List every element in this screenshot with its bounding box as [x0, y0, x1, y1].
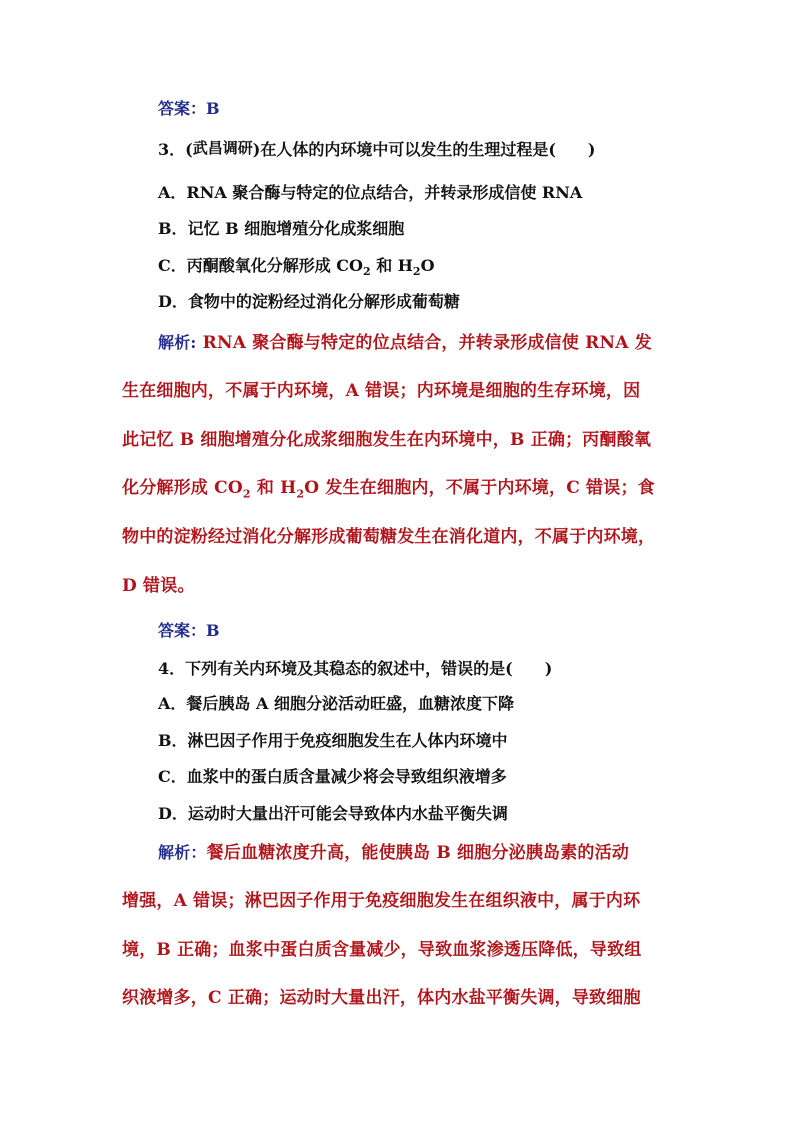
- explanation-line: D 错误。: [122, 576, 195, 596]
- option-a: A．RNA 聚合酶与特定的位点结合，并转录形成信使 RNA: [158, 183, 583, 202]
- option-c: [158, 256, 435, 282]
- answer-line: [158, 99, 220, 119]
- explanation-text: 和 H: [250, 478, 297, 498]
- option-b: B．淋巴因子作用于免疫细胞发生在人体内环境中: [158, 731, 508, 750]
- question-source: 武昌调研: [192, 139, 253, 157]
- option-c-text: C．丙酮酸氧化分解形成 CO: [158, 256, 363, 275]
- option-c: C．血浆中的蛋白质含量减少将会导致组织液增多: [158, 767, 507, 786]
- answer-value: B: [206, 621, 220, 640]
- explanation-line: [158, 333, 652, 353]
- subscript: 2: [362, 265, 371, 279]
- explanation-line: 此记忆 B 细胞增殖分化成浆细胞发生在内环境中，B 正确；丙酮酸氧: [122, 430, 652, 450]
- option-c-text: O: [420, 256, 435, 275]
- question-number: 3．: [158, 140, 186, 159]
- explanation-label: 解析：: [158, 843, 207, 862]
- explanation-text: 餐后血糖浓度升高，能使胰岛 B 细胞分泌胰岛素的活动: [206, 843, 630, 863]
- explanation-line: [122, 478, 655, 504]
- explanation-line: 增强，A 错误；淋巴因子作用于免疫细胞发生在组织液中，属于内环: [122, 891, 641, 911]
- subscript: 2: [296, 487, 305, 501]
- explanation-line: 境，B 正确；血浆中蛋白质含量减少，导致血浆渗透压降低，导致组: [122, 940, 642, 960]
- option-c-text: 和 H: [370, 256, 413, 275]
- explanation-label: 解析:: [158, 333, 197, 352]
- question-text: 在人体的内环境中可以发生的生理过程是( ): [260, 140, 596, 159]
- answer-label: 答案：: [158, 621, 207, 640]
- subscript: 2: [412, 265, 421, 279]
- explanation-line: 织液增多，C 正确；运动时大量出汗，体内水盐平衡失调，导致细胞: [122, 988, 641, 1008]
- explanation-line: 生在细胞内，不属于内环境，A 错误；内环境是细胞的生存环境，因: [122, 381, 641, 401]
- source-open-paren: (: [185, 140, 193, 159]
- explanation-text: 化分解形成 CO: [122, 478, 243, 498]
- option-b: B．记忆 B 细胞增殖分化成浆细胞: [158, 219, 405, 238]
- explanation-text: RNA 聚合酶与特定的位点结合，并转录形成信使 RNA 发: [196, 333, 652, 353]
- answer-label: 答案：: [158, 99, 207, 118]
- option-d: D．运动时大量出汗可能会导致体内水盐平衡失调: [158, 804, 508, 823]
- question-4-stem: 4．下列有关内环境及其稳态的叙述中，错误的是( ): [158, 659, 553, 678]
- option-a: A．餐后胰岛 A 细胞分泌活动旺盛，血糖浓度下降: [158, 694, 514, 713]
- option-d: D．食物中的淀粉经过消化分解形成葡萄糖: [158, 292, 460, 311]
- answer-value: B: [206, 99, 220, 118]
- explanation-text: O 发生在细胞内，不属于内环境，C 错误；食: [304, 478, 655, 498]
- explanation-line: 物中的淀粉经过消化分解形成葡萄糖发生在消化道内，不属于内环境，: [122, 527, 656, 547]
- answer-line: [158, 621, 220, 641]
- explanation-line: [158, 843, 629, 863]
- question-3-stem: [158, 140, 595, 160]
- subscript: 2: [242, 487, 251, 501]
- source-close-paren: ): [252, 140, 261, 159]
